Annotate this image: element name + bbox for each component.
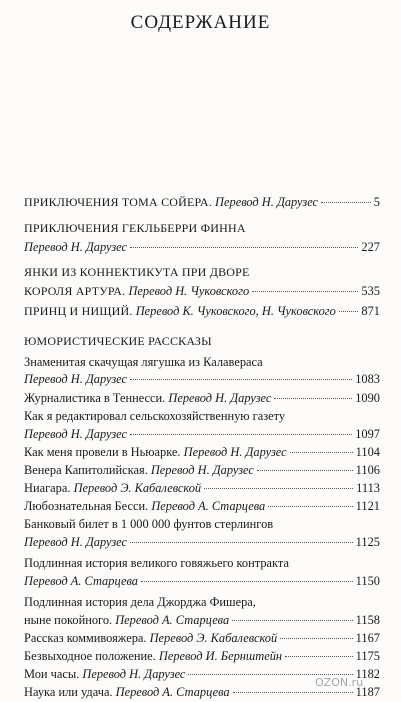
story-page: 1175 <box>355 649 380 663</box>
entry-title: ПРИКЛЮЧЕНИЯ ГЕКЛЬБЕРРИ ФИННА <box>24 221 246 235</box>
story-entry <box>24 628 380 648</box>
story-translator: Перевод А. Старцева <box>151 499 266 513</box>
dot-leader <box>204 488 353 489</box>
dot-leader <box>290 452 353 453</box>
dot-leader <box>141 581 353 582</box>
story-translator: Перевод Н. Дарузес <box>183 445 287 459</box>
story-title: Подлинная история великого говяжьего контракта <box>24 556 289 570</box>
entry-page: 227 <box>361 240 380 254</box>
dot-leader <box>252 291 358 292</box>
dot-leader <box>188 674 352 675</box>
dot-leader <box>130 247 358 248</box>
story-page: 1083 <box>355 372 380 386</box>
story-translator: Перевод И. Бернштейн <box>158 649 283 663</box>
story-title: Наука или удача. <box>24 685 113 699</box>
story-translator: Перевод А. Старцева <box>115 613 230 627</box>
toc-entry <box>24 281 380 301</box>
toc-entry <box>24 301 380 321</box>
entry-title: ПРИКЛЮЧЕНИЯ ТОМА СОЙЕРА. <box>24 195 212 209</box>
entry-title: ПРИНЦ И НИЩИЙ. <box>24 304 133 318</box>
story-title-line <box>24 406 380 426</box>
entry-translator: Перевод Н. Дарузес <box>24 240 128 254</box>
story-translator: Перевод Э. Кабалевской <box>149 631 278 645</box>
story-title: Венера Капитолийская. <box>24 463 148 477</box>
story-title: Банковый билет в 1 000 000 фунтов стерлингов <box>24 517 274 531</box>
dot-leader <box>274 398 352 399</box>
dot-leader <box>285 656 353 657</box>
section-heading: ЮМОРИСТИЧЕСКИЕ РАССКАЗЫ <box>24 334 212 348</box>
story-page: 1125 <box>355 535 380 549</box>
story-entry <box>24 388 380 408</box>
story-page: 1150 <box>355 574 380 588</box>
story-entry <box>24 424 380 444</box>
story-translator: Перевод Н. Дарузес <box>24 372 128 386</box>
toc-entry-title-line <box>24 262 380 282</box>
story-page: 1106 <box>355 463 380 477</box>
dot-leader <box>321 202 371 203</box>
story-title: Как я редактировал сельскохозяйственную газету <box>24 409 286 423</box>
story-entry <box>24 478 380 498</box>
entry-translator: Перевод К. Чуковского, Н. Чуковского <box>135 304 336 318</box>
story-title-line <box>24 553 380 573</box>
story-entry <box>24 496 380 516</box>
story-translator: Перевод А. Старцева <box>115 685 230 699</box>
story-page: 1121 <box>355 499 380 513</box>
story-page: 1090 <box>355 391 380 405</box>
story-translator: Перевод Н. Дарузес <box>150 463 254 477</box>
story-title: Журналистика в Теннесси. <box>24 391 166 405</box>
dot-leader <box>130 434 352 435</box>
entry-title-cont: КОРОЛЯ АРТУРА. <box>24 284 126 298</box>
dot-leader <box>130 542 353 543</box>
toc-entry <box>24 237 380 257</box>
story-page: 1158 <box>355 613 380 627</box>
story-entry <box>24 532 380 552</box>
story-title: Безвыходное положение. <box>24 649 156 663</box>
entry-page: 5 <box>373 195 380 209</box>
story-translator: Перевод Н. Дарузес <box>24 427 128 441</box>
dot-leader <box>268 506 352 507</box>
story-page: 1113 <box>356 481 380 495</box>
dot-leader <box>232 620 352 621</box>
entry-page: 535 <box>361 284 380 298</box>
story-translator: Перевод А. Старцева <box>24 574 138 588</box>
dot-leader <box>257 470 353 471</box>
story-title: Знаменитая скачущая лягушка из Калавераса <box>24 355 263 369</box>
dot-leader <box>233 692 353 693</box>
story-title: Мои часы. <box>24 667 80 681</box>
story-entry <box>24 571 380 591</box>
page-title: СОДЕРЖАНИЕ <box>130 12 271 33</box>
dot-leader <box>339 311 359 312</box>
story-page: 1182 <box>355 667 380 681</box>
entry-title: ЯНКИ ИЗ КОННЕКТИКУТА ПРИ ДВОРЕ <box>24 265 250 279</box>
story-translator: Перевод Н. Дарузес <box>82 667 186 681</box>
watermark-logo: OZON.ru <box>315 676 364 689</box>
entry-page: 871 <box>361 304 380 318</box>
story-entry <box>24 460 380 480</box>
story-page: 1187 <box>355 685 380 699</box>
story-title: Ниагара. <box>24 481 71 495</box>
story-title-cont: ныне покойного. <box>24 613 113 627</box>
story-entry <box>24 442 380 462</box>
story-entry <box>24 369 380 389</box>
story-title-line <box>24 592 380 612</box>
story-translator: Перевод Н. Дарузес <box>168 391 272 405</box>
entry-translator: Перевод Н. Чуковского <box>128 284 250 298</box>
story-page: 1097 <box>355 427 380 441</box>
dot-leader <box>280 638 353 639</box>
story-title: Любознательная Бесси. <box>24 499 149 513</box>
story-page: 1167 <box>355 631 380 645</box>
story-title-line <box>24 514 380 534</box>
story-entry <box>24 646 380 666</box>
story-title: Рассказ коммивояжера. <box>24 631 147 645</box>
dot-leader <box>130 379 352 380</box>
story-translator: Перевод Э. Кабалевской <box>73 481 202 495</box>
toc-entry <box>24 192 380 212</box>
toc-entry-title-line <box>24 218 380 238</box>
story-entry <box>24 610 380 630</box>
entry-translator: Перевод Н. Дарузес <box>215 195 319 209</box>
story-title: Как меня провели в Ньюарке. <box>24 445 181 459</box>
story-translator: Перевод Н. Дарузес <box>24 535 128 549</box>
story-page: 1104 <box>355 445 380 459</box>
story-title: Подлинная история дела Джорджа Фишера, <box>24 595 256 609</box>
